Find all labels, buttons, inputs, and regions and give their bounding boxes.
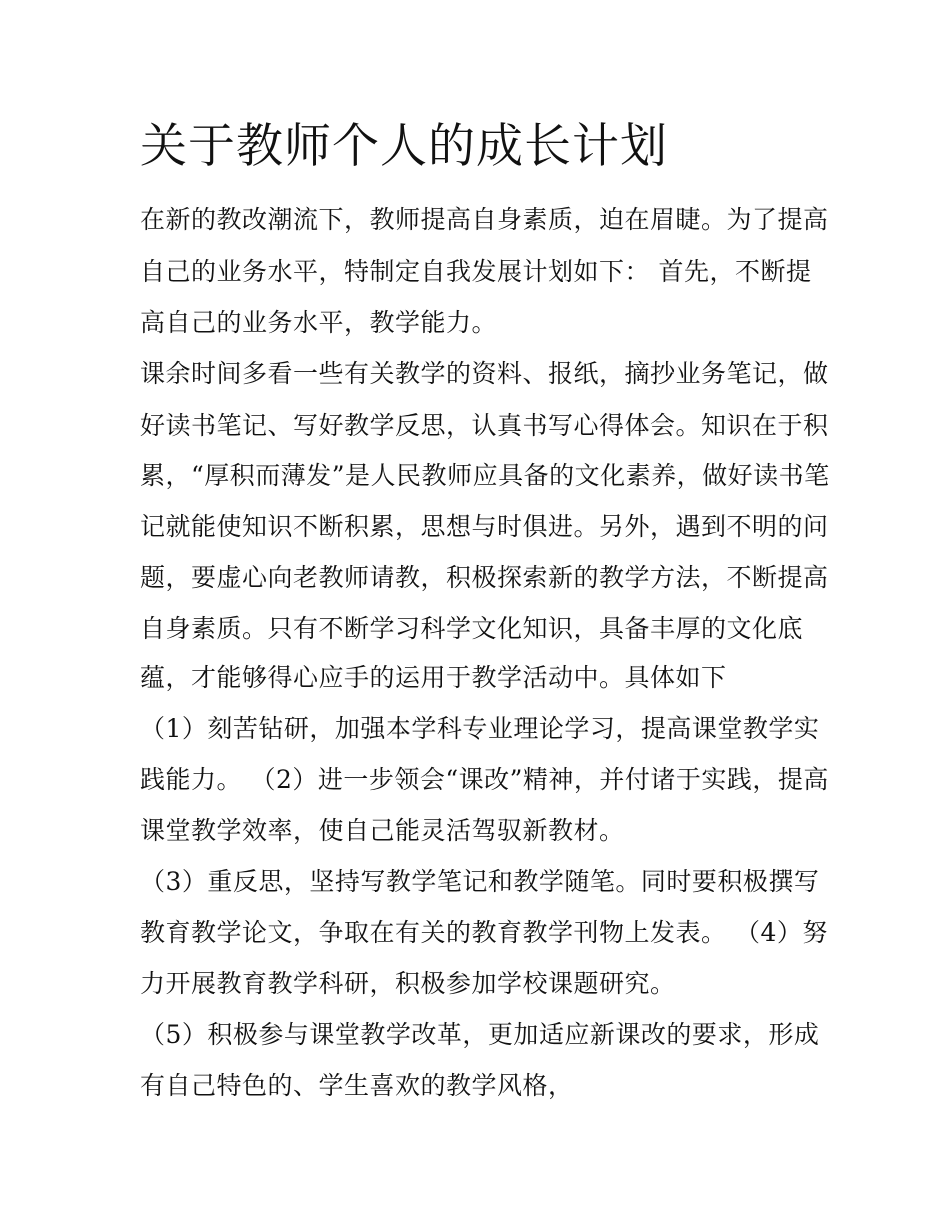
body-line: 课堂教学效率，使自己能灵活驾驭新教材。	[140, 816, 625, 845]
body-line: （3）重反思，坚持写教学笔记和教学随笔。同时要积极撰写	[140, 867, 820, 896]
body-line: 自己的业务水平，特制定自我发展计划如下： 首先，不断提	[140, 257, 812, 286]
body-line: 自身素质。只有不断学习科学文化知识，具备丰厚的文化底	[140, 614, 804, 643]
body-line: 有自己特色的、学生喜欢的教学风格，	[140, 1071, 574, 1100]
body-line: 蕴，才能够得心应手的运用于教学活动中。具体如下	[140, 663, 727, 692]
body-line: 教育教学论文，争取在有关的教育教学刊物上发表。 （4）努	[140, 918, 828, 947]
body-line: 累，“厚积而薄发”是人民教师应具备的文化素养，做好读书笔	[140, 461, 830, 490]
body-line: 记就能使知识不断积累，思想与时俱进。另外，遇到不明的问	[140, 512, 829, 541]
body-line: （1）刻苦钻研，加强本学科专业理论学习，提高课堂教学实	[140, 714, 820, 743]
body-line: （5）积极参与课堂教学改革，更加适应新课改的要求，形成	[140, 1020, 820, 1049]
document-title: 关于教师个人的成长计划	[140, 119, 668, 174]
body-line: 好读书笔记、写好教学反思，认真书写心得体会。知识在于积	[140, 411, 829, 440]
body-line: 在新的教改潮流下，教师提高自身素质，迫在眉睫。为了提高	[140, 205, 829, 234]
body-line: 践能力。 （2）进一步领会“课改”精神，并付诸于实践，提高	[140, 765, 829, 794]
body-line: 高自己的业务水平，教学能力。	[140, 308, 498, 337]
body-line: 题，要虚心向老教师请教，积极探索新的教学方法，不断提高	[140, 563, 829, 592]
body-line: 课余时间多看一些有关教学的资料、报纸，摘抄业务笔记，做	[140, 359, 829, 388]
body-line: 力开展教育教学科研，积极参加学校课题研究。	[140, 969, 676, 998]
